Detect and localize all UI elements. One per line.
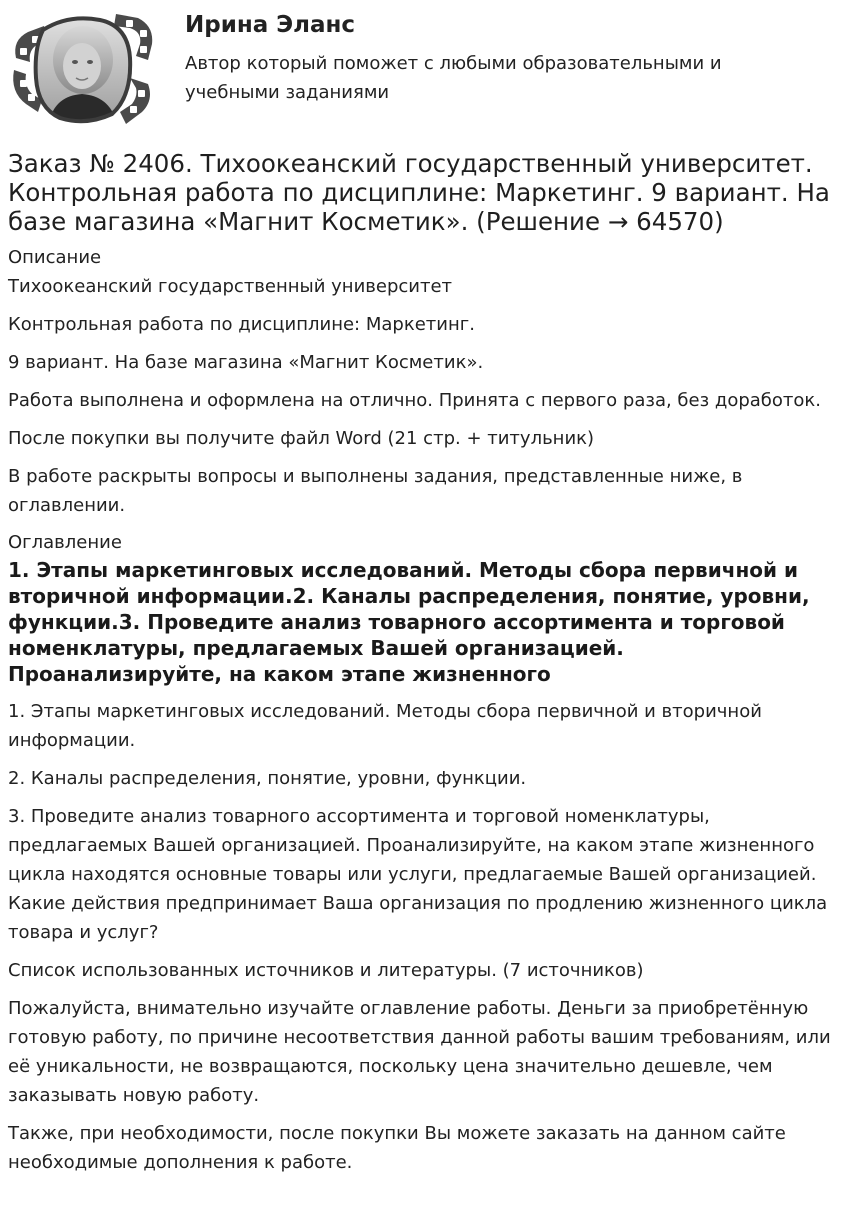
description-paragraph: Тихоокеанский государственный университет xyxy=(8,276,453,297)
description-paragraph: В работе раскрыты вопросы и выполнены задания, представленные ниже, в оглавлении. xyxy=(8,466,743,516)
toc-label: Оглавление xyxy=(8,532,122,553)
author-avatar xyxy=(8,8,158,128)
toc-item: 1. Этапы маркетинговых исследований. Методы сбора первичной и вторичной информации. xyxy=(8,701,762,751)
author-name: Ирина Эланс xyxy=(185,12,356,38)
description-paragraph: После покупки вы получите файл Word (21 стр. + титульник) xyxy=(8,428,595,449)
author-header xyxy=(0,0,847,135)
description-paragraph: Контрольная работа по дисциплине: Маркетинг. xyxy=(8,314,475,335)
author-description: Автор который поможет с любыми образовательными и учебными заданиями xyxy=(185,53,722,103)
order-content xyxy=(8,244,840,1186)
toc-item: 2. Каналы распределения, понятие, уровни, функции. xyxy=(8,768,527,789)
description-paragraph: 9 вариант. На базе магазина «Магнит Косметик». xyxy=(8,352,484,373)
toc-summary: 1. Этапы маркетинговых исследований. Методы сбора первичной и вторичной информации.2. Каналы распределения, понятие, уровни, функции.3. Проведите анализ товарного ассортимента и торговой номенклатуры, предлагаемых Вашей организацией. Проанализируйте, на каком этапе жизненного xyxy=(8,558,810,686)
additions-notice: Также, при необходимости, после покупки Вы можете заказать на данном сайте необходимые дополнения к работе. xyxy=(8,1123,786,1173)
order-title: Заказ № 2406. Тихоокеанский государственный университет. Контрольная работа по дисциплине: Маркетинг. 9 вариант. На базе магазина «Магнит Косметик». (Решение → 64570) xyxy=(8,149,830,236)
description-label: Описание xyxy=(8,247,102,268)
toc-item: 3. Проведите анализ товарного ассортимента и торговой номенклатуры, предлагаемых Вашей организацией. Проанализируйте, на каком этапе жизненного цикла находятся основные товары или услуги, предлагаемые Вашей организацией. Какие действия предпринимает Ваша организация по продлению жизненного цикла товара и услуг? xyxy=(8,806,828,943)
toc-item: Список использованных источников и литературы. (7 источников) xyxy=(8,960,644,981)
refund-notice: Пожалуйста, внимательно изучайте оглавление работы. Деньги за приобретённую готовую работу, по причине несоответствия данной работы вашим требованиям, или её уникальности, не возвращаются, поскольку цена значительно дешевле, чем заказывать новую работу. xyxy=(8,998,831,1106)
description-paragraph: Работа выполнена и оформлена на отлично. Принята с первого раза, без доработок. xyxy=(8,390,822,411)
